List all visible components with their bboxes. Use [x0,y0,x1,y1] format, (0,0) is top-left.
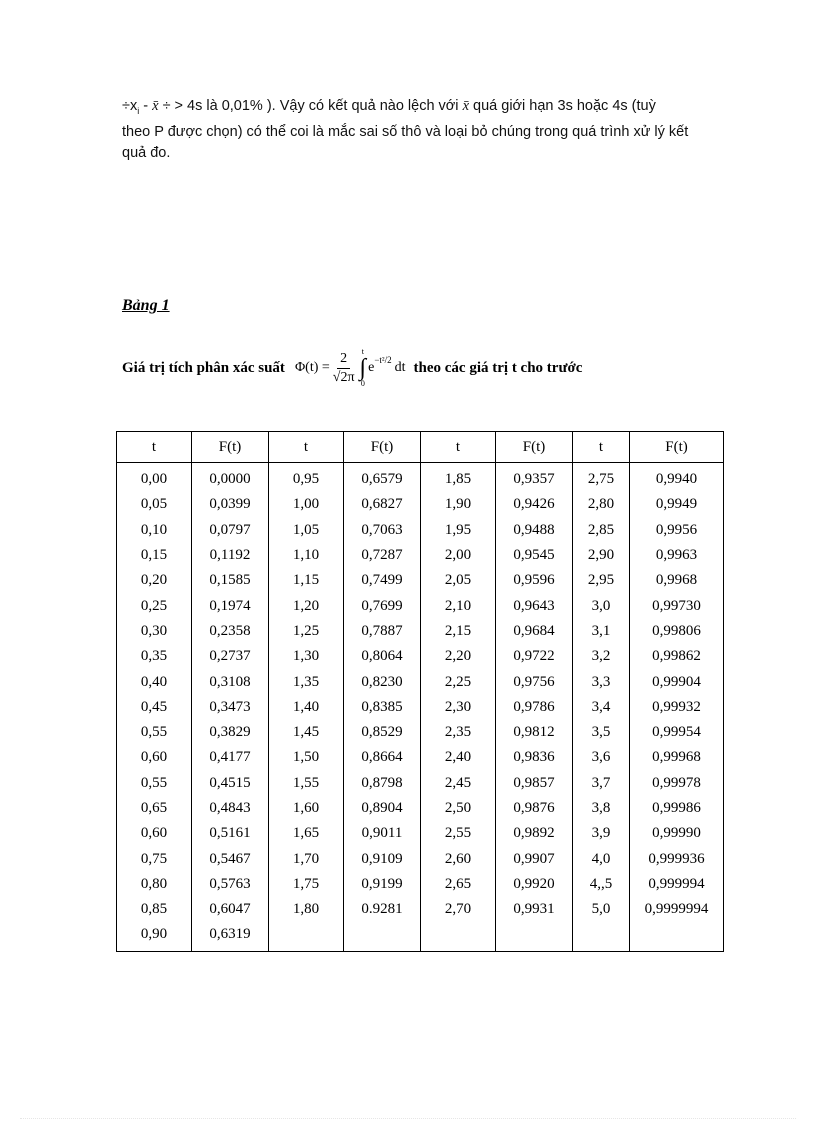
table-cell: 0,05 [117,492,192,517]
table-cell: 0,10 [117,518,192,543]
table-cell: 0,9963 [630,543,724,568]
table-cell: 0,8529 [344,720,421,745]
table-cell: 0,7499 [344,568,421,593]
formula-heading [122,340,762,396]
table-cell: 2,95 [573,568,630,593]
table-cell [630,922,724,951]
table-cell: 0,99904 [630,669,724,694]
table-cell: 0,99730 [630,593,724,618]
table-cell: 0,9907 [496,846,573,871]
formula-lead-text: Giá trị tích phân xác suất [122,359,285,376]
table-row [117,463,724,493]
table-cell: 0,9545 [496,543,573,568]
table-cell: 3,3 [573,669,630,694]
table-cell: 0,8798 [344,771,421,796]
table-cell: 0.9281 [344,897,421,922]
table-cell: 3,8 [573,796,630,821]
integral-lower-limit: 0 [360,379,365,388]
table-cell: 2,15 [421,619,496,644]
table-cell: 3,2 [573,644,630,669]
table-cell: 1,50 [269,745,344,770]
table-cell: 1,70 [269,846,344,871]
table-cell: 0,60 [117,745,192,770]
paragraph-line-2: theo P được chọn) có thể coi là mắc sai số thô và loại bỏ chúng trong quá trình xử lý kết [122,123,689,140]
table-cell: 2,35 [421,720,496,745]
table-cell: 1,85 [421,463,496,493]
formula-trail-text: theo các giá trị t cho trước [413,359,583,376]
table-cell: 0,1585 [192,568,269,593]
column-header: t [421,432,496,463]
table-cell: 3,9 [573,821,630,846]
table-cell: 0,0000 [192,463,269,493]
table-cell [421,922,496,951]
table-cell: 0,55 [117,720,192,745]
table-cell: 1,25 [269,619,344,644]
integral-sign [360,348,367,388]
table-cell: 0,9949 [630,492,724,517]
paragraph-segment: ÷ > 4s là 0,01% ). Vậy có kết quả nào lệch với [158,98,463,114]
table-cell: 0,60 [117,821,192,846]
table-cell: 2,60 [421,846,496,871]
table-cell: 0,9786 [496,695,573,720]
table-row [117,518,724,543]
table-cell: 4,,5 [573,872,630,897]
table-cell [573,922,630,951]
table-body [117,463,724,952]
table-cell [496,922,573,951]
table-row [117,619,724,644]
table-cell: 0,55 [117,771,192,796]
table-cell: 2,70 [421,897,496,922]
table-cell: 0,25 [117,593,192,618]
table-cell: 0,99806 [630,619,724,644]
column-header: t [117,432,192,463]
table-caption: Bảng 1 [122,297,170,314]
table-row [117,771,724,796]
table-cell: 2,00 [421,543,496,568]
table-cell: 0,15 [117,543,192,568]
x-bar-symbol: x̄ [152,98,159,114]
table-cell: 0,99954 [630,720,724,745]
table-cell: 0,99978 [630,771,724,796]
table-cell: 1,80 [269,897,344,922]
intro-paragraph [122,96,756,164]
table-row [117,821,724,846]
table-cell: 0,40 [117,669,192,694]
table-cell: 0,9920 [496,872,573,897]
table-cell: 5,0 [573,897,630,922]
table-cell: 3,0 [573,593,630,618]
table-cell: 0,99990 [630,821,724,846]
probability-table-container [116,431,724,952]
table-cell: 0,8064 [344,644,421,669]
subscript-i: i [137,105,140,116]
column-header: t [269,432,344,463]
differential: dt [394,360,406,375]
table-row [117,669,724,694]
table-cell: 0,8904 [344,796,421,821]
table-cell: 1,40 [269,695,344,720]
table-cell: 1,75 [269,872,344,897]
table-cell: 0,9836 [496,745,573,770]
table-cell: 0,7063 [344,518,421,543]
table-cell: 0,9643 [496,593,573,618]
table-cell: 0,0797 [192,518,269,543]
probability-integral-formula [295,348,406,388]
table-cell: 0,8664 [344,745,421,770]
table-cell: 0,7699 [344,593,421,618]
table-cell: 0,7287 [344,543,421,568]
table-cell: 0,9756 [496,669,573,694]
table-cell: 1,05 [269,518,344,543]
table-cell: 2,40 [421,745,496,770]
table-cell: 1,15 [269,568,344,593]
table-cell: 1,45 [269,720,344,745]
table-cell: 0,8230 [344,669,421,694]
x-bar-symbol: x̄ [462,98,469,114]
table-cell: 2,75 [573,463,630,493]
table-cell: 0,5467 [192,846,269,871]
table-row [117,593,724,618]
table-cell: 0,99862 [630,644,724,669]
table-cell: 1,95 [421,518,496,543]
table-cell: 0,0399 [192,492,269,517]
table-cell: 0,1974 [192,593,269,618]
table-cell: 2,30 [421,695,496,720]
table-cell: 0,6827 [344,492,421,517]
table-row [117,872,724,897]
table-cell: 0,7887 [344,619,421,644]
integral-upper-limit: t [361,347,364,356]
table-cell: 1,20 [269,593,344,618]
table-cell: 0,99932 [630,695,724,720]
table-row [117,922,724,951]
table-row [117,644,724,669]
table-cell: 0,4177 [192,745,269,770]
table-cell: 1,35 [269,669,344,694]
table-cell: 2,80 [573,492,630,517]
table-row [117,796,724,821]
table-cell: 0,90 [117,922,192,951]
integrand-base: e [368,360,375,375]
table-cell: 0,9596 [496,568,573,593]
integrand-exponent: −t²/2 [374,355,392,365]
table-cell: 1,55 [269,771,344,796]
table-cell: 0,5161 [192,821,269,846]
table-cell: 3,7 [573,771,630,796]
table-cell: 1,65 [269,821,344,846]
formula-fraction [333,350,355,387]
table-cell: 1,00 [269,492,344,517]
table-header-row [117,432,724,463]
table-cell: 0,3829 [192,720,269,745]
table-cell: 0,9812 [496,720,573,745]
table-cell: 0,9109 [344,846,421,871]
column-header: F(t) [630,432,724,463]
table-cell: 0,4843 [192,796,269,821]
table-cell: 0,9199 [344,872,421,897]
table-row [117,745,724,770]
table-cell: 2,05 [421,568,496,593]
table-cell: 0,80 [117,872,192,897]
table-cell: 0,2737 [192,644,269,669]
integral-symbol: ∫ [359,355,367,381]
formula-lhs: Φ(t) = [294,360,330,375]
table-cell: 4,0 [573,846,630,871]
table-cell: 1,30 [269,644,344,669]
table-cell [344,922,421,951]
table-row [117,897,724,922]
column-header: F(t) [344,432,421,463]
paragraph-segment: - [139,98,153,114]
table-cell: 1,60 [269,796,344,821]
table-cell: 0,9357 [496,463,573,493]
table-cell: 2,10 [421,593,496,618]
paragraph-segment: ÷x [122,98,138,114]
table-cell: 0,6047 [192,897,269,922]
table-cell: 0,75 [117,846,192,871]
table-cell: 0,8385 [344,695,421,720]
table-row [117,543,724,568]
table-cell: 0,3108 [192,669,269,694]
table-row [117,846,724,871]
table-cell: 0,9488 [496,518,573,543]
table-cell [269,922,344,951]
table-cell: 2,25 [421,669,496,694]
paragraph-line-3: quả đo. [122,144,171,161]
table-cell: 0,999936 [630,846,724,871]
column-header: t [573,432,630,463]
table-cell: 0,99986 [630,796,724,821]
table-cell: 0,3473 [192,695,269,720]
table-cell: 0,45 [117,695,192,720]
table-cell: 2,50 [421,796,496,821]
table-cell: 1,10 [269,543,344,568]
table-cell: 0,9892 [496,821,573,846]
table-cell: 2,55 [421,821,496,846]
table-cell: 2,85 [573,518,630,543]
fraction-numerator: 2 [337,350,350,369]
paragraph-segment: quá giới hạn 3s hoặc 4s (tuỳ [469,98,656,114]
table-cell: 0,99968 [630,745,724,770]
column-header: F(t) [496,432,573,463]
table-cell: 0,30 [117,619,192,644]
table-cell: 3,6 [573,745,630,770]
table-cell: 0,65 [117,796,192,821]
table-cell: 0,9999994 [630,897,724,922]
table-cell: 0,20 [117,568,192,593]
table-cell: 0,4515 [192,771,269,796]
table-cell: 0,9876 [496,796,573,821]
table-cell: 0,35 [117,644,192,669]
table-cell: 0,1192 [192,543,269,568]
table-cell: 0,9857 [496,771,573,796]
table-row [117,568,724,593]
table-cell: 0,9684 [496,619,573,644]
table-cell: 2,20 [421,644,496,669]
table-cell: 0,9956 [630,518,724,543]
table-cell: 0,5763 [192,872,269,897]
paragraph-line-1 [122,96,756,122]
table-cell: 3,1 [573,619,630,644]
table-cell: 0,6579 [344,463,421,493]
table-row [117,720,724,745]
table-cell: 3,4 [573,695,630,720]
table-cell: 3,5 [573,720,630,745]
table-cell: 2,45 [421,771,496,796]
table-cell: 0,9011 [344,821,421,846]
table-row [117,492,724,517]
table-cell: 2,90 [573,543,630,568]
table-cell: 2,65 [421,872,496,897]
table-cell: 0,85 [117,897,192,922]
table-cell: 0,999994 [630,872,724,897]
page-bottom-divider [20,1118,796,1119]
table-cell: 1,90 [421,492,496,517]
table-cell: 0,9426 [496,492,573,517]
table-cell: 0,00 [117,463,192,493]
table-cell: 0,9968 [630,568,724,593]
table-row [117,695,724,720]
column-header: F(t) [192,432,269,463]
table-cell: 0,95 [269,463,344,493]
fraction-denominator: √2π [332,369,355,385]
probability-table [116,431,724,952]
table-cell: 0,9722 [496,644,573,669]
table-cell: 0,2358 [192,619,269,644]
table-cell: 0,9931 [496,897,573,922]
table-cell: 0,9940 [630,463,724,493]
table-cell: 0,6319 [192,922,269,951]
